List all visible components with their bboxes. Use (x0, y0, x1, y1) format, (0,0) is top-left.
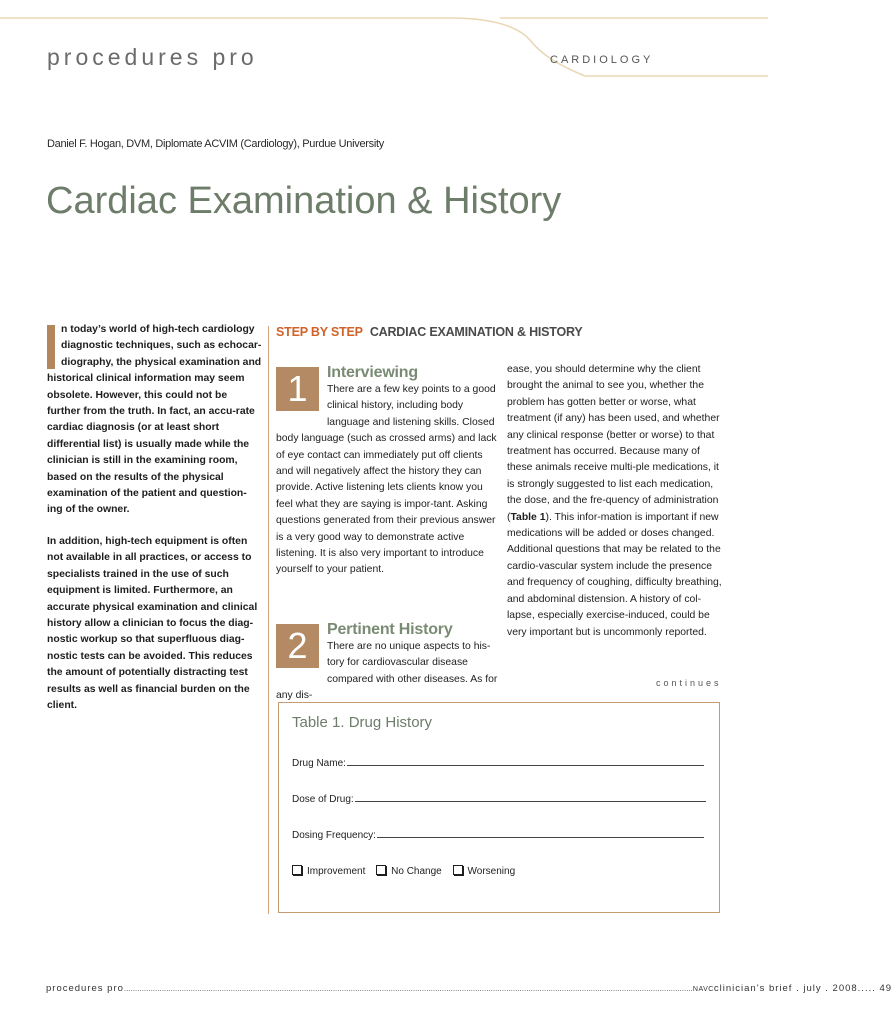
step-2-heading: Pertinent History (327, 621, 453, 638)
footer-brand: NAVC (692, 986, 714, 993)
continues-label: continues (656, 678, 722, 688)
footer-leader-dots: ................................................................................................................................................................................................................................................................ (123, 984, 693, 993)
drop-cap (47, 325, 55, 369)
dosing-frequency-field: Dosing Frequency: (292, 830, 704, 841)
footer-section: procedures pro (46, 983, 124, 994)
page-footer (46, 983, 892, 994)
intro-column (47, 322, 262, 729)
intro-paragraph-2: In addition, high-tech equipment is often not available in all practices, or access to specialists trained in the use of such equipment is limited. Furthermore, an accurate physical examination and clinical history allow a clinician to focus the diag-nostic workup so that superfluous diag-nostic tests can be avoided. This reduces the amount of potentially distracting test results as well as financial burden on the client. (47, 535, 258, 711)
step-2-text: There are no unique aspects to his-tory for cardiovascular disease compared with other diseases. As for any dis- (276, 641, 498, 702)
step-by-step-tag: STEP BY STEP (276, 325, 363, 339)
worsening-checkbox: Worsening (453, 865, 516, 877)
right-column-text: ease, you should determine why the client brought the animal to see you, whether the problem has gotten better or worse, what treatment (if any) has been used, and whether any clinical response (better or worse) to that treatment has occurred. Because many of these animals receive multi-ple medications, it is strongly suggested to list each medication, the dose, and the fre-quency of administration (Table 1). This infor-mation is important if new medications will be added or doses changed. Additional questions that may be related to the cardio-vascular system include the presence and frequency of coughing, difficulty breathing, and abdominal distension. A history of col-lapse, especially exercise-induced, could be very important but is uncommonly reported. (507, 364, 722, 638)
dose-of-drug-field: Dose of Drug: (292, 794, 706, 805)
response-checkboxes (292, 865, 523, 877)
footer-issue: clinician’s brief . july . 2008..... 49 (713, 983, 892, 994)
step-by-step-label: CARDIAC EXAMINATION & HISTORY (369, 325, 583, 339)
table-1-reference: Table 1 (510, 511, 546, 523)
step-1-heading: Interviewing (327, 364, 418, 381)
step-1-number: 1 (276, 367, 319, 411)
drug-history-table (278, 702, 720, 913)
checkbox-icon (453, 865, 463, 875)
no-change-checkbox: No Change (376, 865, 442, 877)
step-by-step-header (276, 325, 583, 339)
table-title: Table 1. Drug History (292, 714, 433, 731)
article-title: Cardiac Examination & History (46, 180, 562, 222)
column-divider (268, 326, 269, 914)
intro-paragraph-1: n today’s world of high-tech cardiology diagnostic techniques, such as echocar-diography, the physical examination and historical clinical information may seem obsolete. However, this could not be further from the truth. In fact, an accu-rate cardiac diagnosis (or at least short differential list) is usually made while the clinician is still in the examining room, based on the results of the physical examination of the patient and question-ing of the owner. (47, 324, 262, 516)
checkbox-icon (292, 865, 302, 875)
step-2-number: 2 (276, 624, 319, 668)
drug-name-field: Drug Name: (292, 758, 704, 769)
checkbox-icon (376, 865, 386, 875)
improvement-checkbox: Improvement (292, 865, 365, 877)
author-byline: Daniel F. Hogan, DVM, Diplomate ACVIM (Cardiology), Purdue University (47, 138, 384, 150)
section-title: procedures pro (47, 44, 258, 70)
category-label: CARDIOLOGY (550, 54, 654, 66)
step-1-text: There are a few key points to a good clinical history, including body language and listening skills. Closed body language (such as crossed arms) and lack of eye contact can immediately put off clients and will negatively affect the history they can provide. Active listening lets clients know you feel what they are saying is impor-tant. Asking questions generated from their previous answer is a very good way to demonstrate active listening. It is also very important to introduce yourself to your patient. (276, 384, 497, 576)
